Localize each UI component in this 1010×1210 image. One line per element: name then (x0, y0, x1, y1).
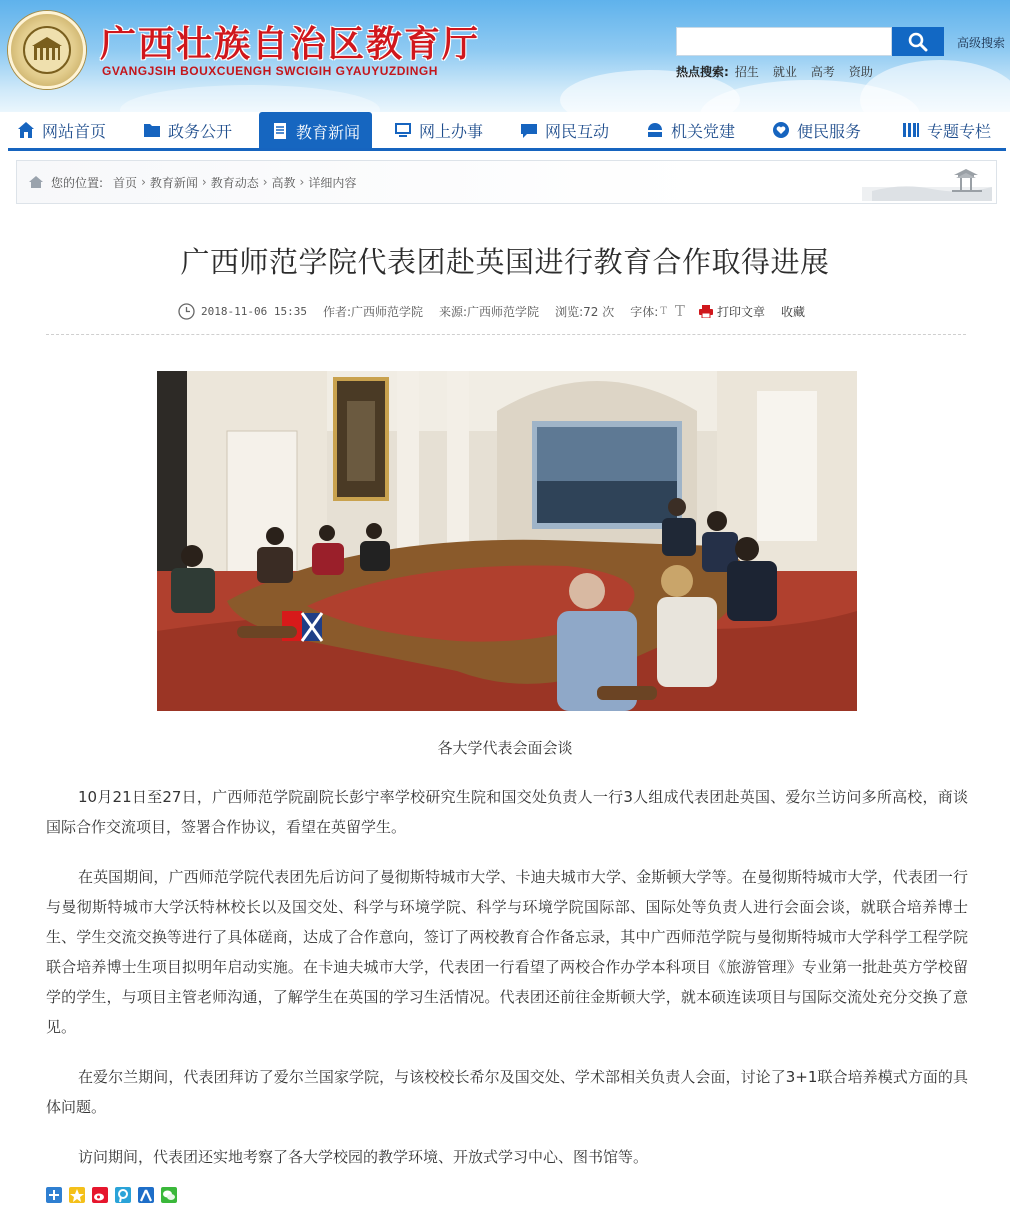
location-home-icon (29, 176, 43, 188)
site-header (0, 0, 1010, 112)
view-count: 浏览:72 次 (555, 304, 615, 319)
pavilion-decoration (862, 165, 992, 201)
nav-item-label: 便民服务 (797, 121, 862, 141)
print-icon (699, 305, 713, 318)
print-article-link[interactable]: 打印文章 (716, 304, 765, 319)
hot-search-label: 热点搜索: (676, 65, 729, 79)
heart-icon (772, 121, 790, 139)
nav-item-home[interactable] (17, 112, 106, 148)
nav-item-special-topics[interactable] (902, 112, 991, 148)
nav-item-label: 网上办事 (419, 121, 484, 141)
article-source: 来源:广西师范学院 (439, 304, 540, 319)
nav-item-news[interactable] (259, 112, 372, 150)
site-title: 广西壮族自治区教育厅 (100, 23, 481, 65)
emblem-logo[interactable] (8, 11, 86, 89)
nav-item-label: 网站首页 (42, 121, 107, 141)
chat-icon (520, 121, 538, 139)
photo-caption: 各大学代表会面会谈 (437, 739, 573, 757)
breadcrumb-item: 详细内容 (308, 175, 357, 190)
breadcrumb-item[interactable]: 教育动态 (210, 175, 259, 190)
article-title: 广西师范学院代表团赴英国进行教育合作取得进展 (180, 245, 830, 279)
article-meta (178, 302, 805, 320)
nav-item-party[interactable] (646, 112, 735, 148)
article-paragraph: 10月21日至27日，广西师范学院副院长彭宁率学校研究生院和国交处负责人一行3人组成代表团赴英国、爱尔兰访问多所高校，商谈国际合作交流项目，签署合作协议，看望在英留学生。 (46, 788, 968, 836)
search-input[interactable] (676, 27, 892, 56)
nav-item-interaction[interactable] (520, 112, 609, 148)
renren-icon[interactable] (138, 1187, 154, 1203)
clock-icon (178, 303, 195, 320)
favorite-link[interactable]: 收藏 (780, 304, 805, 319)
publish-datetime: 2018-11-06 15:35 (201, 304, 307, 318)
hot-search-term[interactable]: 高考 (810, 65, 835, 79)
breadcrumb: 您的位置: 首页 › 教育新闻 › 教育动态 › 高教 › 详细内容 (16, 160, 997, 204)
article-paragraph: 在爱尔兰期间，代表团拜访了爱尔兰国家学院，与该校校长希尔及国交处、学术部相关负责人会面，讨论了3+1联合培养模式方面的具体问题。 (46, 1068, 968, 1116)
nav-item-label: 机关党建 (671, 121, 736, 141)
nav-item-label: 专题专栏 (927, 121, 992, 141)
article-paragraph: 访问期间，代表团还实地考察了各大学校园的教学环境、开放式学习中心、图书馆等。 (78, 1148, 649, 1166)
monitor-icon (394, 121, 412, 139)
font-size-large-button[interactable]: T (674, 302, 685, 320)
breadcrumb-item[interactable]: 首页 (113, 175, 138, 190)
nav-item-government[interactable] (143, 112, 232, 148)
font-size-label: 字体: (630, 304, 659, 319)
nav-underline (8, 148, 1006, 151)
nav-item-online-service[interactable] (394, 112, 483, 148)
nav-item-label: 网民互动 (545, 121, 610, 141)
columns-icon (902, 121, 920, 139)
qzone-icon[interactable] (69, 1187, 85, 1203)
site-subtitle: GVANGJSIH BOUXCUENGH SWCIGIH GYAUYUZDINGH (102, 64, 438, 78)
share-more-icon[interactable] (46, 1187, 62, 1203)
meta-divider (46, 334, 966, 335)
party-icon (646, 121, 664, 139)
folder-icon (143, 121, 161, 139)
hot-search-term[interactable]: 就业 (772, 65, 797, 79)
home-icon (17, 121, 35, 139)
article-paragraph: 在英国期间，广西师范学院代表团先后访问了曼彻斯特城市大学、卡迪夫城市大学、金斯顿大学等。在曼彻斯特城市大学，代表团一行与曼彻斯特城市大学沃特林校长以及国交处、科学与环境学院、科学与环境学院国际部、国际处等负责人进行会面会谈，就联合培养博士生、学生交流交换等进行了具体磋商，达成了合作意向，签订了两校教育合作备忘录，其中广西师范学院与曼彻斯特城市大学科学工程学院联合培养博士生项目拟明年启动实施。在卡迪夫城市大学，代表团一行看望了两校合作办学本科项目《旅游管理》专业第一批赴英方学校留学的学生，与项目主管老师沟通，了解学生在英国的学习生活情况。代表团还前往金斯顿大学，就本硕连读项目与国际交流处充分交换了意见。 (46, 868, 968, 1036)
hot-search (676, 63, 873, 80)
search-icon (908, 32, 928, 52)
search-button[interactable] (892, 27, 944, 56)
nav-item-label: 政务公开 (168, 121, 233, 141)
weibo-icon[interactable] (92, 1187, 108, 1203)
share-bar (46, 1187, 177, 1203)
advanced-search-link[interactable]: 高级搜索 (957, 36, 1006, 50)
nav-item-label: 教育新闻 (296, 122, 361, 142)
nav-item-public-service[interactable] (772, 112, 861, 148)
breadcrumb-item[interactable]: 高教 (271, 175, 296, 190)
document-icon (271, 122, 289, 140)
font-size-small-button[interactable]: T (660, 305, 667, 317)
main-nav (0, 112, 1010, 152)
article-photo (157, 371, 857, 711)
article-author: 作者:广西师范学院 (322, 304, 424, 319)
breadcrumb-item[interactable]: 教育新闻 (149, 175, 198, 190)
hot-search-term[interactable]: 招生 (734, 65, 759, 79)
breadcrumb-prefix: 您的位置: (51, 175, 104, 190)
wechat-icon[interactable] (161, 1187, 177, 1203)
tencent-weibo-icon[interactable] (115, 1187, 131, 1203)
hot-search-term[interactable]: 资助 (848, 65, 873, 79)
